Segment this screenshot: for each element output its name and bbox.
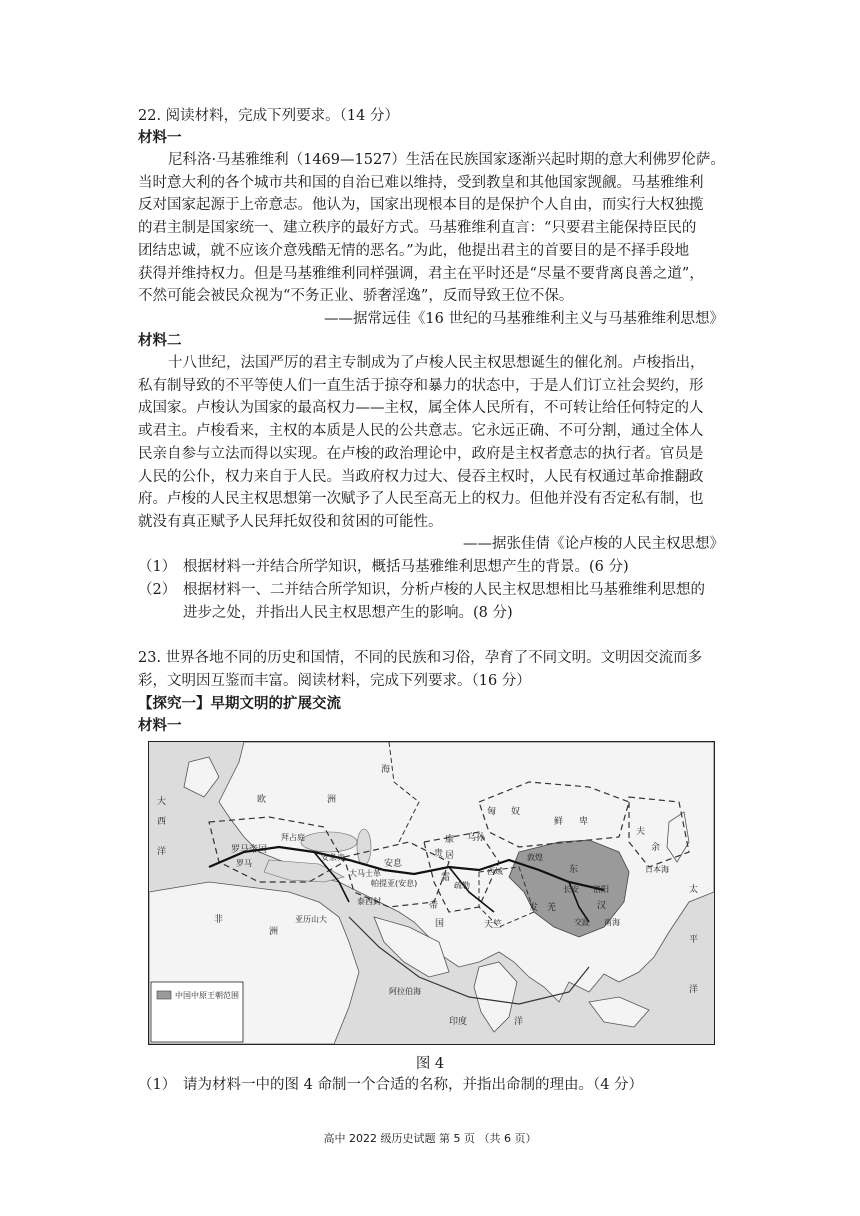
map-place-label: 罗马帝国 [231, 845, 268, 855]
q22-material-2-source: ——据张佳倩《论卢梭的人民主权思想》 [463, 536, 724, 552]
q23-material-1-label: 材料一 [138, 718, 182, 734]
map-place-label: 奴 [511, 807, 521, 817]
map-place-label: 洲 [269, 927, 279, 937]
q22-sub2-text-line1: 根据材料一、二并结合所学知识，分析卢梭的人民主权思想相比马基雅维利思想的 [183, 582, 705, 598]
q23-explore-1-title: 【探究一】早期文明的扩展交流 [138, 696, 341, 712]
map-place-label: 汉 [597, 901, 607, 911]
map-place-label: 洋 [689, 985, 699, 995]
map-place-label: 欧 [257, 795, 267, 805]
map-place-label: 洋 [514, 1017, 524, 1027]
paragraph-line: 当时意大利的各个城市共和国的自治已难以维持，受到教皇和其他国家觊觎。马基雅维利 [138, 174, 704, 191]
map-place-label: 大马士革 [349, 869, 381, 878]
map-place-label: 敦煌 [527, 853, 543, 862]
map-place-label: 羌 [547, 903, 557, 913]
map-place-label: 平 [689, 935, 699, 945]
map-place-label: 天竺 [484, 920, 503, 930]
map-place-label: 夫 [636, 827, 646, 837]
paragraph-line: 或君主。卢梭看来，主权的本质是人民的公共意志。它永远正确、不可分割，通过全体人 [138, 423, 704, 440]
q22-heading: 22. 阅读材料，完成下列要求。（14 分） [138, 108, 399, 124]
q23-sub1-number: （1） [138, 1077, 177, 1093]
paragraph-line: 获得并维持权力。但是马基雅维利同样强调，君主在平时还是“尽量不要背离良善之道”， [138, 265, 704, 282]
map-place-label: 罗马 [236, 859, 252, 868]
map-place-label: 帝 [429, 901, 439, 911]
map-place-label: 居 [445, 851, 455, 861]
map-place-label: 大 [157, 797, 167, 807]
q22-sub1-number: （1） [138, 559, 177, 575]
map-place-label: 贵 [434, 849, 444, 859]
map-place-label: 安条克 [321, 853, 345, 862]
map-place-label: 亚历山大 [295, 915, 327, 924]
map-place-label: 发 [529, 903, 539, 913]
q22-sub2-number: （2） [138, 582, 177, 598]
map-place-label: 卑 [579, 817, 589, 827]
map-place-label: 霜 [441, 873, 451, 883]
paragraph-line: 人民的公仆，权力来自于人民。当政府权力过大、侵吞主权时，人民有权通过革命推翻政 [138, 468, 704, 485]
map-place-label: 匈 [487, 807, 497, 817]
q22-material-1-source: ——据常远佳《16 世纪的马基雅维利主义与马基雅维利思想》 [323, 311, 724, 327]
paragraph-line: 十八世纪，法国严厉的君主专制成为了卢梭人民主权思想诞生的催化剂。卢梭指出， [168, 355, 705, 371]
map-graphic [149, 742, 714, 1044]
q22-sub1-text: 根据材料一并结合所学知识，概括马基雅维利思想产生的背景。(6 分) [183, 559, 629, 575]
q22-material-1-label: 材料一 [138, 130, 182, 146]
page-footer: 高中 2022 级历史试题 第 5 页 （共 6 页） [323, 1132, 537, 1145]
map-place-label: 安息 [384, 859, 403, 869]
q22-material-2-label: 材料二 [138, 333, 182, 349]
paragraph-line: 民亲自参与立法而得以实现。在卢梭的政治理论中，政府是主权者意志的执行者。官员是 [138, 445, 704, 462]
map-place-label: 拜占庭 [281, 833, 305, 842]
map-place-label: 余 [651, 843, 661, 853]
map-place-label: 西域 [487, 867, 503, 876]
paragraph-line: 成国家。卢梭认为国家的最高权力——主权，属全体人民所有，不可转让给任何特定的人 [138, 400, 704, 417]
paragraph-line: 就没有真正赋予人民拜托奴役和贫困的可能性。 [138, 513, 443, 530]
map-place-label: 洋 [157, 847, 167, 857]
paragraph-line: 团结忠诚，就不应该介意残酷无情的恶名。”为此，他提出君主的首要目的是不择手段地 [138, 242, 690, 259]
map-place-label: 洛阳 [593, 885, 609, 894]
map-place-label: 交趾 [574, 918, 590, 927]
map-place-label: 乌孙 [467, 833, 486, 843]
paragraph-line: 反对国家起源于上帝意志。他认为，国家出现根本目的是保护个人自由，而实行大权独揽 [138, 197, 704, 214]
paragraph-line: 尼科洛·马基雅维利（1469—1527）生活在民族国家逐渐兴起时期的意大利佛罗伦萨。 [168, 152, 725, 168]
paragraph-line: 不然可能会被民众视为“不务正业、骄奢淫逸”，反而导致王位不保。 [138, 288, 574, 305]
map-place-label: 洲 [327, 795, 337, 805]
map-place-label: 阿拉伯海 [389, 987, 421, 996]
map-place-label: 南海 [604, 918, 620, 927]
map-place-label: 非 [214, 915, 224, 925]
map-place-label: 太 [689, 885, 699, 895]
paragraph-line: 私有制导致的不平等使人们一直生活于掠夺和暴力的状态中，于是人们订立社会契约，形 [138, 377, 704, 394]
map-place-label: 疏勒 [454, 881, 470, 890]
paragraph-line: 府。卢梭的人民主权思想第一次赋予了人民至高无上的权力。但他并没有否定私有制，也 [138, 491, 704, 508]
map-place-label: 日本海 [645, 865, 669, 874]
map-place-label: 鲜 [554, 817, 564, 827]
map-place-label: 帕提亚(安息) [371, 879, 418, 888]
map-place-label: 东 [569, 865, 579, 875]
q23-heading-line2: 彩，文明因互鉴而丰富。阅读材料，完成下列要求。（16 分） [138, 673, 531, 689]
map-place-label: 泰西封 [357, 897, 381, 906]
map-place-label: 海 [381, 765, 391, 775]
map-place-label: 印度 [449, 1017, 468, 1027]
figure-caption: 图 4 [415, 1056, 445, 1072]
map-place-label: 国 [435, 919, 445, 929]
map-place-label: 西 [157, 817, 167, 827]
silk-road-map [148, 741, 715, 1045]
q23-heading-line1: 23. 世界各地不同的历史和国情，不同的民族和习俗，孕育了不同文明。文明因交流而多 [138, 650, 703, 666]
map-legend-label: 中国中原王朝范围 [175, 991, 239, 1000]
map-place-label: 长安 [563, 885, 579, 894]
paragraph-line: 的君主制是国家统一、建立秩序的最好方式。马基雅维利直言：“只要君主能保持臣民的 [138, 220, 697, 237]
q22-sub2-text-line2: 进步之处，并指出人民主权思想产生的影响。(8 分) [183, 605, 513, 621]
map-place-label: 康 [445, 835, 455, 845]
q23-sub1-text: 请为材料一中的图 4 命制一个合适的名称，并指出命制的理由。（4 分） [183, 1077, 644, 1093]
